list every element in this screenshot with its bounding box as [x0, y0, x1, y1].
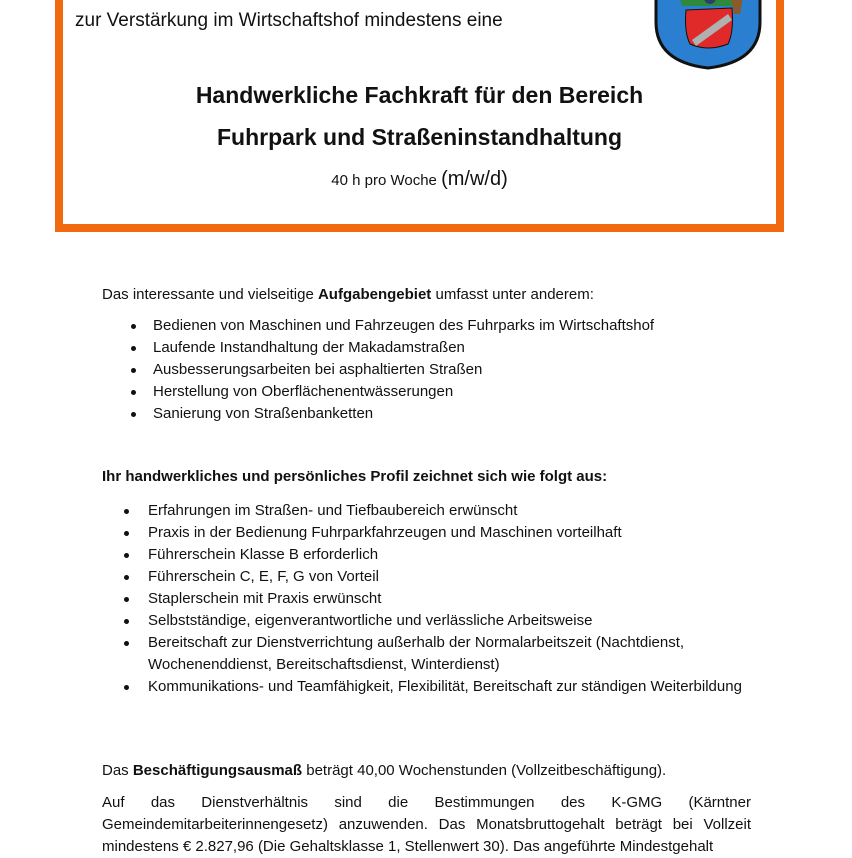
tasks-intro-tail: umfasst unter anderem:	[431, 286, 594, 303]
bullet-icon	[131, 346, 136, 351]
list-item	[148, 610, 748, 632]
bullet-icon	[124, 509, 129, 514]
list-item-text: Bereitschaft zur Dienstverrichtung außerhalb der Normalarbeitszeit (Nachtdienst, Wochenenddienst, Bereitschaftsdienst, Winterdienst)	[148, 634, 685, 673]
list-item-text: Führerschein Klasse B erforderlich	[148, 546, 379, 563]
bullet-icon	[131, 412, 136, 417]
employment-paragraph	[102, 760, 666, 782]
gender-text: (m/w/d)	[441, 168, 508, 190]
list-item-text: Kommunikations- und Teamfähigkeit, Flexibilität, Bereitschaft zur ständigen Weiterbildung	[148, 678, 742, 695]
bullet-icon	[124, 619, 129, 624]
job-title-line1: Handwerkliche Fachkraft für den Bereich	[195, 82, 644, 108]
bullet-icon	[124, 531, 129, 536]
list-item-text: Laufende Instandhaltung der Makadamstraßen	[153, 339, 465, 356]
employment-tail: beträgt 40,00 Wochenstunden (Vollzeitbeschäftigung).	[302, 762, 667, 779]
bullet-icon	[131, 324, 136, 329]
bullet-icon	[124, 575, 129, 580]
bullet-icon	[124, 553, 129, 558]
list-item-text: Herstellung von Oberflächenentwässerungen	[153, 383, 454, 400]
tasks-intro	[102, 284, 594, 306]
intro-text: zur Verstärkung im Wirtschaftshof mindestens eine	[75, 10, 503, 31]
list-item	[153, 337, 654, 359]
profile-heading: Ihr handwerkliches und persönliches Profil zeichnet sich wie folgt aus:	[102, 468, 608, 485]
employment-text: Das	[102, 762, 133, 779]
salary-paragraph: Auf das Dienstverhältnis sind die Bestimmungen des K-GMG (Kärntner Gemeindemitarbeiterinnengesetz) anzuwenden. Das Monatsbruttogehalt beträgt bei Vollzeit mindestens € 2.827,96 (Die Gehaltsklasse 1, Stellenwert 30). Das angeführte Mindestgehalt	[102, 794, 751, 855]
list-item-text: Erfahrungen im Straßen- und Tiefbaubereich erwünscht	[148, 502, 518, 519]
bullet-icon	[124, 597, 129, 602]
bullet-icon	[131, 390, 136, 395]
profile-list	[148, 500, 748, 698]
employment-bold: Beschäftigungsausmaß	[132, 762, 303, 779]
bullet-icon	[131, 368, 136, 373]
list-item	[148, 676, 748, 698]
list-item-text: Führerschein C, E, F, G von Vorteil	[148, 568, 379, 585]
task-list	[153, 315, 654, 425]
list-item	[148, 632, 748, 676]
coat-of-arms-icon	[648, 0, 768, 70]
bullet-icon	[124, 685, 129, 690]
tasks-intro-bold: Aufgabengebiet	[317, 286, 432, 303]
list-item	[148, 500, 748, 522]
list-item-text: Ausbesserungsarbeiten bei asphaltierten Straßen	[153, 361, 483, 378]
hours-text: 40 h pro Woche	[331, 172, 437, 189]
job-title-line2: Fuhrpark und Straßeninstandhaltung	[216, 124, 623, 150]
list-item-text: Sanierung von Straßenbanketten	[153, 405, 374, 422]
list-item	[153, 381, 654, 403]
list-item-text: Bedienen von Maschinen und Fahrzeugen des Fuhrparks im Wirtschaftshof	[153, 317, 655, 334]
list-item	[148, 544, 748, 566]
list-item	[148, 522, 748, 544]
list-item	[153, 403, 654, 425]
list-item	[153, 359, 654, 381]
list-item	[148, 588, 748, 610]
list-item-text: Selbstständige, eigenverantwortliche und verlässliche Arbeitsweise	[148, 612, 593, 629]
bullet-icon	[124, 641, 129, 646]
list-item-text: Praxis in der Bedienung Fuhrparkfahrzeugen und Maschinen vorteilhaft	[148, 524, 622, 541]
tasks-intro-text: Das interessante und vielseitige	[102, 286, 318, 303]
list-item	[148, 566, 748, 588]
list-item	[153, 315, 654, 337]
hours-line	[55, 168, 784, 191]
list-item-text: Staplerschein mit Praxis erwünscht	[148, 590, 382, 607]
